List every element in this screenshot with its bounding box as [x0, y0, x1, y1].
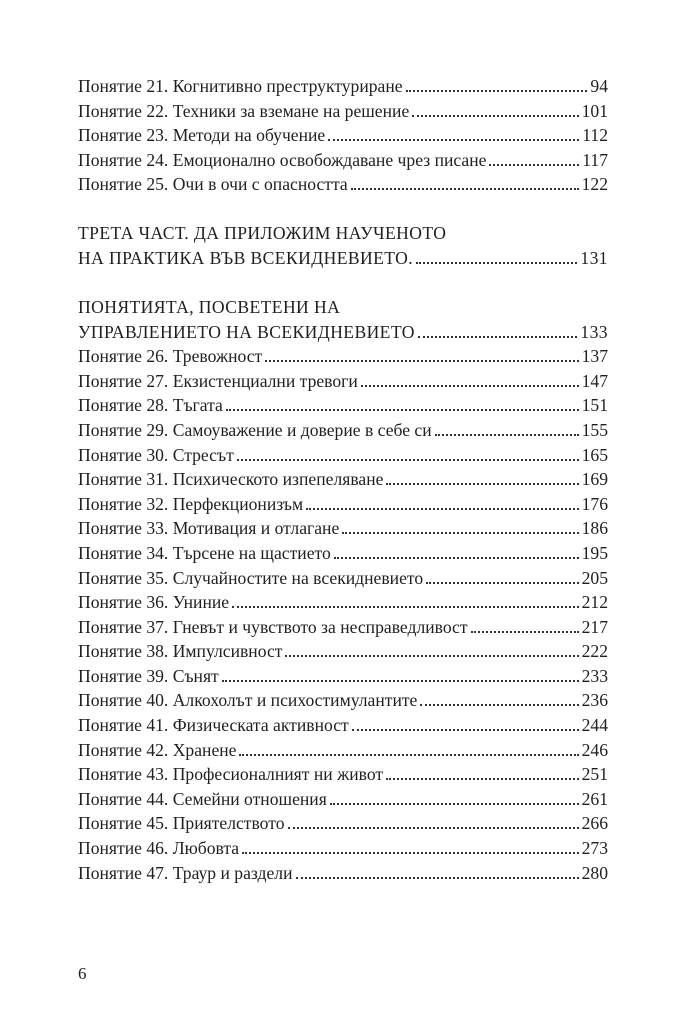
- toc-entry-title: Понятие 32. Перфекционизъм: [78, 493, 304, 514]
- concepts-section-page-number: 133: [580, 321, 608, 342]
- dot-leader: [222, 680, 579, 682]
- dot-leader: [296, 877, 579, 879]
- toc-entry[interactable]: [78, 516, 608, 541]
- dot-leader: [239, 754, 578, 756]
- part-three-entry[interactable]: [78, 246, 608, 271]
- toc-entry[interactable]: [78, 541, 608, 566]
- dot-leader: [386, 483, 578, 485]
- toc-list-bottom: [78, 344, 608, 885]
- dot-leader: [342, 532, 578, 534]
- toc-entry-title: Понятие 21. Когнитивно преструктуриране: [78, 76, 403, 96]
- concepts-section-entry[interactable]: [78, 320, 608, 345]
- part-three-title-line-1: ТРЕТА ЧАСТ. ДА ПРИЛОЖИМ НАУЧЕНОТО: [78, 222, 447, 243]
- dot-leader: [420, 704, 578, 706]
- toc-entry[interactable]: [78, 713, 608, 738]
- dot-leader: [418, 336, 578, 338]
- toc-entry[interactable]: [78, 148, 608, 173]
- toc-entry-title: Понятие 43. Професионалният ни живот: [78, 764, 384, 785]
- toc-entry[interactable]: [78, 418, 608, 443]
- toc-entry-page-number: 186: [581, 518, 608, 539]
- toc-entry-page-number: 212: [581, 592, 608, 613]
- toc-entry-page-number: 176: [581, 493, 608, 514]
- toc-entry-title: Понятие 38. Импулсивност: [78, 641, 283, 662]
- toc-entry-title: Понятие 36. Униние: [78, 592, 230, 613]
- toc-entry-title: Понятие 35. Случайностите на всекидневието: [78, 567, 424, 588]
- toc-entry[interactable]: [78, 344, 608, 369]
- toc-entry[interactable]: [78, 123, 608, 148]
- toc-entry[interactable]: [78, 762, 608, 787]
- dot-leader: [237, 459, 579, 461]
- table-of-contents: [78, 74, 608, 885]
- toc-entry-title: Понятие 37. Гневът и чувството за несправедливост: [78, 616, 468, 637]
- part-three-title-line-2: НА ПРАКТИКА ВЪВ ВСЕКИДНЕВИЕТО.: [78, 247, 414, 268]
- toc-entry-title: Понятие 42. Хранене: [78, 739, 237, 760]
- toc-entry-page-number: 244: [581, 715, 608, 736]
- dot-leader: [334, 557, 579, 559]
- dot-leader: [232, 606, 579, 608]
- toc-entry[interactable]: [78, 811, 608, 836]
- toc-entry[interactable]: [78, 74, 608, 99]
- concepts-section-title-line-1: ПОНЯТИЯТА, ПОСВЕТЕНИ НА: [78, 296, 341, 317]
- toc-entry[interactable]: [78, 861, 608, 886]
- concepts-section-title-line-2: УПРАВЛЕНИЕТО НА ВСЕКИДНЕВИЕТО: [78, 321, 415, 342]
- dot-leader: [328, 139, 579, 141]
- toc-entry[interactable]: [78, 836, 608, 861]
- dot-leader: [416, 262, 577, 264]
- toc-entry-page-number: 137: [581, 346, 608, 367]
- toc-entry-page-number: 101: [581, 100, 608, 121]
- toc-entry[interactable]: [78, 738, 608, 763]
- toc-entry[interactable]: [78, 590, 608, 615]
- toc-entry[interactable]: [78, 99, 608, 124]
- dot-leader: [471, 631, 579, 633]
- dot-leader: [285, 655, 578, 657]
- toc-entry-title: Понятие 39. Сънят: [78, 665, 219, 686]
- toc-entry-title: Понятие 34. Търсене на щастието: [78, 542, 331, 563]
- part-three-heading: [78, 221, 608, 271]
- dot-leader: [352, 729, 579, 731]
- dot-leader: [330, 803, 579, 805]
- toc-entry[interactable]: [78, 688, 608, 713]
- dot-leader: [489, 164, 579, 166]
- toc-entry-page-number: 261: [581, 788, 608, 809]
- toc-entry-page-number: 165: [581, 444, 608, 465]
- toc-list-top: [78, 74, 608, 197]
- toc-entry-page-number: 217: [581, 616, 608, 637]
- toc-entry-page-number: 251: [581, 764, 608, 785]
- toc-entry-page-number: 266: [581, 813, 608, 834]
- toc-entry-title: Понятие 25. Очи в очи с опасността: [78, 174, 348, 195]
- page-number: 6: [78, 964, 87, 983]
- dot-leader: [242, 852, 578, 854]
- toc-entry-page-number: 169: [581, 469, 608, 490]
- dot-leader: [435, 434, 579, 436]
- toc-entry-page-number: 280: [581, 862, 608, 883]
- toc-entry-page-number: 112: [582, 125, 608, 146]
- toc-entry-title: Понятие 46. Любовта: [78, 838, 240, 859]
- toc-entry-page-number: 117: [582, 149, 608, 170]
- toc-entry-page-number: 151: [581, 395, 608, 416]
- toc-entry-title: Понятие 29. Самоуважение и доверие в себе си: [78, 419, 432, 440]
- toc-entry-title: Понятие 33. Мотивация и отлагане: [78, 518, 340, 539]
- toc-entry-title: Понятие 41. Физическата активност: [78, 715, 349, 736]
- concepts-section-heading: [78, 295, 608, 345]
- toc-entry-page-number: 205: [581, 567, 608, 588]
- toc-entry-title: Понятие 28. Тъгата: [78, 395, 223, 416]
- toc-entry[interactable]: [78, 566, 608, 591]
- toc-entry-title: Понятие 47. Траур и раздели: [78, 862, 293, 883]
- toc-entry-page-number: 273: [581, 838, 608, 859]
- toc-entry-page-number: 195: [581, 542, 608, 563]
- toc-entry-page-number: 236: [581, 690, 608, 711]
- toc-entry-title: Понятие 22. Техники за вземане на решение: [78, 100, 410, 121]
- toc-entry[interactable]: [78, 492, 608, 517]
- dot-leader: [361, 385, 579, 387]
- toc-entry-title: Понятие 30. Стресът: [78, 444, 234, 465]
- dot-leader: [265, 360, 578, 362]
- toc-entry[interactable]: [78, 639, 608, 664]
- dot-leader: [226, 409, 579, 411]
- toc-entry-page-number: 147: [581, 370, 608, 391]
- toc-entry-title: Понятие 24. Емоционално освобождаване чрез писане: [78, 149, 487, 170]
- toc-entry-page-number: 246: [581, 739, 608, 760]
- dot-leader: [426, 582, 578, 584]
- toc-entry-page-number: 155: [581, 419, 608, 440]
- toc-entry-title: Понятие 40. Алкохолът и психостимулантите: [78, 690, 418, 711]
- toc-entry[interactable]: [78, 443, 608, 468]
- toc-entry-title: Понятие 44. Семейни отношения: [78, 788, 327, 809]
- dot-leader: [288, 827, 579, 829]
- toc-entry[interactable]: [78, 369, 608, 394]
- toc-entry[interactable]: [78, 615, 608, 640]
- dot-leader: [306, 508, 578, 510]
- part-three-page-number: 131: [580, 247, 608, 268]
- toc-entry[interactable]: [78, 664, 608, 689]
- toc-entry[interactable]: [78, 172, 608, 197]
- toc-entry-title: Понятие 31. Психическото изпепеляване: [78, 469, 384, 490]
- toc-entry-title: Понятие 45. Приятелството: [78, 813, 285, 834]
- toc-entry-page-number: 222: [581, 641, 608, 662]
- toc-entry[interactable]: [78, 393, 608, 418]
- dot-leader: [412, 115, 578, 117]
- dot-leader: [386, 778, 579, 780]
- toc-entry-page-number: 122: [581, 174, 608, 195]
- toc-entry-page-number: 94: [590, 76, 608, 96]
- toc-entry-title: Понятие 23. Методи на обучение: [78, 125, 326, 146]
- toc-entry[interactable]: [78, 787, 608, 812]
- dot-leader: [351, 188, 579, 190]
- toc-entry[interactable]: [78, 467, 608, 492]
- toc-entry-title: Понятие 26. Тревожност: [78, 346, 263, 367]
- toc-entry-title: Понятие 27. Екзистенциални тревоги: [78, 370, 358, 391]
- toc-entry-page-number: 233: [581, 665, 608, 686]
- dot-leader: [406, 90, 588, 92]
